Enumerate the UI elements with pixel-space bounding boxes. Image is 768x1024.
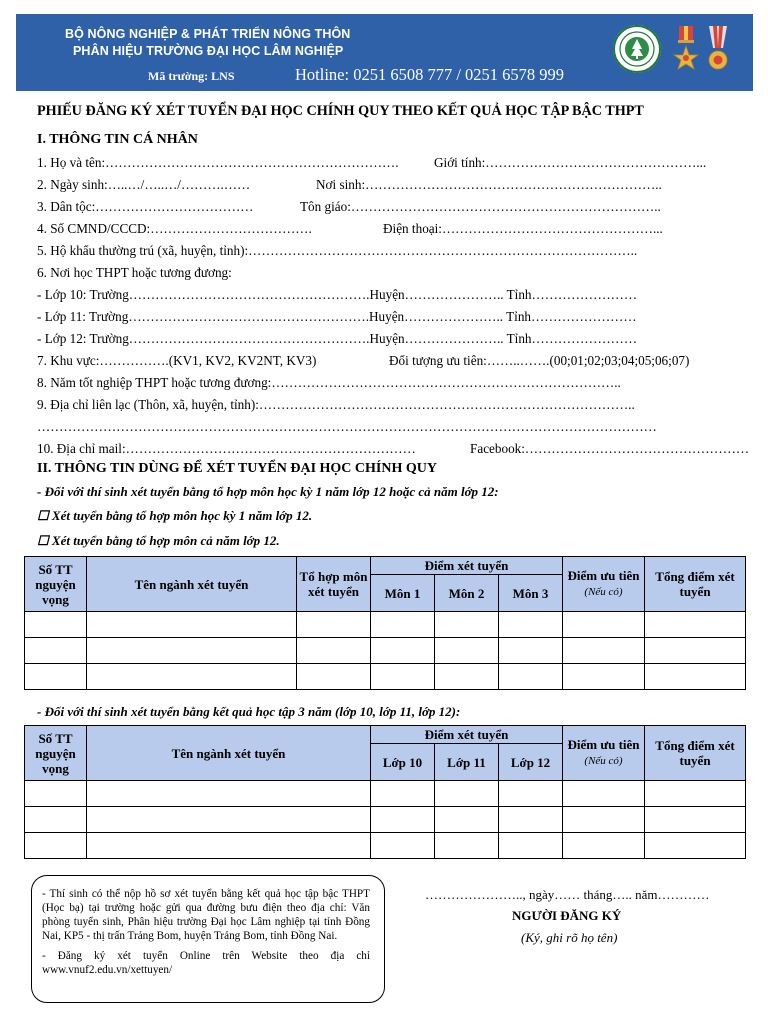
table-cell[interactable] xyxy=(563,664,645,690)
table-cell[interactable] xyxy=(87,781,371,807)
column-header-total: Tổng điểm xét tuyển xyxy=(645,557,746,612)
field-phone[interactable]: Điện thoại:…………………………………………... xyxy=(383,221,663,236)
field-graduation-year[interactable]: 8. Năm tốt nghiệp THPT hoặc tương đương:…………………………………………………………………….. xyxy=(37,375,621,390)
column-header-subject-1: Môn 1 xyxy=(371,575,435,612)
checkbox-semester-1[interactable]: ☐ Xét tuyển bằng tổ hợp môn học kỳ 1 năm lớp 12. xyxy=(37,508,313,523)
combination-score-table xyxy=(24,556,746,690)
field-facebook[interactable]: Facebook:…………………………………………… xyxy=(470,441,750,456)
field-ethnicity[interactable]: 3. Dân tộc:……………………………… xyxy=(37,199,254,214)
column-header-major: Tên ngành xét tuyển xyxy=(87,726,371,781)
signer-instruction: (Ký, ghi rõ họ tên) xyxy=(521,930,618,945)
ministry-name: BỘ NÔNG NGHIỆP & PHÁT TRIỂN NÔNG THÔN xyxy=(65,27,351,41)
signature-date-line[interactable]: ………………….., ngày…… tháng….. năm………… xyxy=(425,887,710,902)
field-full-name[interactable]: 1. Họ và tên:…………………………………………………………. xyxy=(37,155,399,170)
university-logo xyxy=(613,25,661,73)
table-row xyxy=(25,612,746,638)
three-year-score-table xyxy=(24,725,746,859)
column-header-total: Tổng điểm xét tuyển xyxy=(645,726,746,781)
table-cell[interactable] xyxy=(297,612,371,638)
column-header-stt: Số TT nguyện vọng xyxy=(25,557,87,612)
table-cell[interactable] xyxy=(563,807,645,833)
column-header-scores: Điểm xét tuyển xyxy=(371,557,563,575)
table-cell[interactable] xyxy=(563,638,645,664)
signer-title: NGƯỜI ĐĂNG KÝ xyxy=(512,908,622,923)
field-contact-address-cont[interactable]: …………………………………………………………………………………………………………………………… xyxy=(37,419,657,434)
table-cell[interactable] xyxy=(563,833,645,859)
school-code: Mã trường: LNS xyxy=(148,69,235,83)
method-2-intro: - Đối với thí sinh xét tuyển bằng kết quả học tập 3 năm (lớp 10, lớp 11, lớp 12): xyxy=(37,704,461,719)
section-2-heading: II. THÔNG TIN DÙNG ĐỂ XÉT TUYỂN ĐẠI HỌC CHÍNH QUY xyxy=(37,461,437,476)
header-banner xyxy=(16,14,753,91)
field-birth-place[interactable]: Nơi sinh:………………………………………………………….. xyxy=(316,177,662,192)
submission-note-box xyxy=(31,875,385,1003)
field-priority-group[interactable]: Đối tượng ưu tiên:……..…….(00;01;02;03;04;05;06;07) xyxy=(389,353,690,368)
table-cell[interactable] xyxy=(499,664,563,690)
field-area[interactable]: 7. Khu vực:…………….(KV1, KV2, KV2NT, KV3) xyxy=(37,353,317,368)
table-cell[interactable] xyxy=(499,638,563,664)
table-cell[interactable] xyxy=(25,833,87,859)
column-header-grade-11: Lớp 11 xyxy=(435,744,499,781)
table-cell[interactable] xyxy=(87,638,297,664)
table-cell[interactable] xyxy=(563,781,645,807)
table-cell[interactable] xyxy=(87,612,297,638)
table-cell[interactable] xyxy=(435,833,499,859)
field-id-number[interactable]: 4. Số CMND/CCCD:………………………………. xyxy=(37,221,312,236)
table-cell[interactable] xyxy=(25,664,87,690)
table-cell[interactable] xyxy=(25,807,87,833)
field-religion[interactable]: Tôn giáo:…………………………………………………………….. xyxy=(300,199,661,214)
section-1-heading: I. THÔNG TIN CÁ NHÂN xyxy=(37,132,198,147)
table-cell[interactable] xyxy=(87,807,371,833)
table-cell[interactable] xyxy=(371,612,435,638)
field-permanent-address[interactable]: 5. Hộ khẩu thường trú (xã, huyện, tỉnh):…………………………………………………………………………….. xyxy=(37,243,638,258)
column-header-grade-10: Lớp 10 xyxy=(371,744,435,781)
table-cell[interactable] xyxy=(563,612,645,638)
priority-label: Điểm ưu tiên xyxy=(567,568,640,583)
field-school-grade-10[interactable]: - Lớp 10: Trường……………………………………………….Huyện………………….. Tỉnh…………………… xyxy=(37,287,638,302)
table-cell[interactable] xyxy=(435,807,499,833)
table-cell[interactable] xyxy=(645,781,746,807)
high-school-label: 6. Nơi học THPT hoặc tương đương: xyxy=(37,265,232,280)
table-cell[interactable] xyxy=(435,612,499,638)
method-1-intro: - Đối với thí sinh xét tuyển bằng tổ hợp môn học kỳ 1 năm lớp 12 hoặc cả năm lớp 12: xyxy=(37,484,499,499)
field-email[interactable]: 10. Địa chỉ mail:………………………………………………………… xyxy=(37,441,416,456)
table-row xyxy=(25,664,746,690)
field-school-grade-11[interactable]: - Lớp 11: Trường……………………………………………….Huyện………………….. Tỉnh…………………… xyxy=(37,309,637,324)
field-contact-address[interactable]: 9. Địa chỉ liên lạc (Thôn, xã, huyện, tỉnh):………………………………………………………………………….. xyxy=(37,397,635,412)
column-header-subject-2: Môn 2 xyxy=(435,575,499,612)
table-row xyxy=(25,638,746,664)
table-cell[interactable] xyxy=(25,612,87,638)
medal-icon xyxy=(705,24,731,80)
table-cell[interactable] xyxy=(645,612,746,638)
table-cell[interactable] xyxy=(25,638,87,664)
table-cell[interactable] xyxy=(435,638,499,664)
field-gender[interactable]: Giới tính:…………………………………………... xyxy=(434,155,707,170)
column-header-grade-12: Lớp 12 xyxy=(499,744,563,781)
table-cell[interactable] xyxy=(371,781,435,807)
table-row xyxy=(25,807,746,833)
column-header-scores: Điểm xét tuyển xyxy=(371,726,563,744)
table-cell[interactable] xyxy=(499,833,563,859)
field-school-grade-12[interactable]: - Lớp 12: Trường……………………………………………….Huyện………………….. Tỉnh…………………… xyxy=(37,331,638,346)
table-cell[interactable] xyxy=(371,833,435,859)
table-row xyxy=(25,833,746,859)
table-cell[interactable] xyxy=(499,807,563,833)
column-header-priority xyxy=(563,726,645,781)
column-header-subject-3: Môn 3 xyxy=(499,575,563,612)
table-cell[interactable] xyxy=(645,638,746,664)
column-header-stt: Số TT nguyện vọng xyxy=(25,726,87,781)
table-cell[interactable] xyxy=(499,781,563,807)
table-cell[interactable] xyxy=(87,833,371,859)
table-cell[interactable] xyxy=(371,638,435,664)
field-birth-date[interactable]: 2. Ngày sinh:…..…/…..…/……….…… xyxy=(37,177,251,192)
table-cell[interactable] xyxy=(435,664,499,690)
form-title: PHIẾU ĐĂNG KÝ XÉT TUYỂN ĐẠI HỌC CHÍNH QUY THEO KẾT QUẢ HỌC TẬP BẬC THPT xyxy=(37,103,644,119)
column-header-combination: Tổ hợp môn xét tuyển xyxy=(297,557,371,612)
table-cell[interactable] xyxy=(371,664,435,690)
column-header-major: Tên ngành xét tuyển xyxy=(87,557,297,612)
table-cell[interactable] xyxy=(297,664,371,690)
table-cell[interactable] xyxy=(87,664,297,690)
table-cell[interactable] xyxy=(297,638,371,664)
school-name: PHÂN HIỆU TRƯỜNG ĐẠI HỌC LÂM NGHIỆP xyxy=(73,44,344,58)
priority-note: (Nếu có) xyxy=(584,586,623,598)
table-row xyxy=(25,781,746,807)
column-header-priority xyxy=(563,557,645,612)
table-cell[interactable] xyxy=(645,833,746,859)
table-cell[interactable] xyxy=(371,807,435,833)
checkbox-full-year[interactable]: ☐ Xét tuyển bằng tổ hợp môn cả năm lớp 12. xyxy=(37,533,280,548)
online-registration-note: - Đăng ký xét tuyển Online trên Website theo địa chỉ www.vnuf2.edu.vn/xettuyen/ xyxy=(42,950,370,976)
priority-note: (Nếu có) xyxy=(584,755,623,767)
table-cell[interactable] xyxy=(645,664,746,690)
medal-icon xyxy=(673,24,699,80)
hotline: Hotline: 0251 6508 777 / 0251 6578 999 xyxy=(295,65,565,84)
table-cell[interactable] xyxy=(435,781,499,807)
submission-note: - Thí sinh có thể nộp hồ sơ xét tuyển bằng kết quả học tập bậc THPT (Học bạ) tại trường hoặc gửi qua đường bưu điện theo địa chỉ: Văn phòng tuyển sinh, Phân hiệu trường Đại học Lâm nghiệp tại tỉnh Đồng Nai, KP5 - thị trấn Trảng Bom, huyện Trảng Bom, tỉnh Đồng Nai. xyxy=(42,888,370,942)
table-cell[interactable] xyxy=(499,612,563,638)
table-cell[interactable] xyxy=(25,781,87,807)
priority-label: Điểm ưu tiên xyxy=(567,737,640,752)
table-cell[interactable] xyxy=(645,807,746,833)
